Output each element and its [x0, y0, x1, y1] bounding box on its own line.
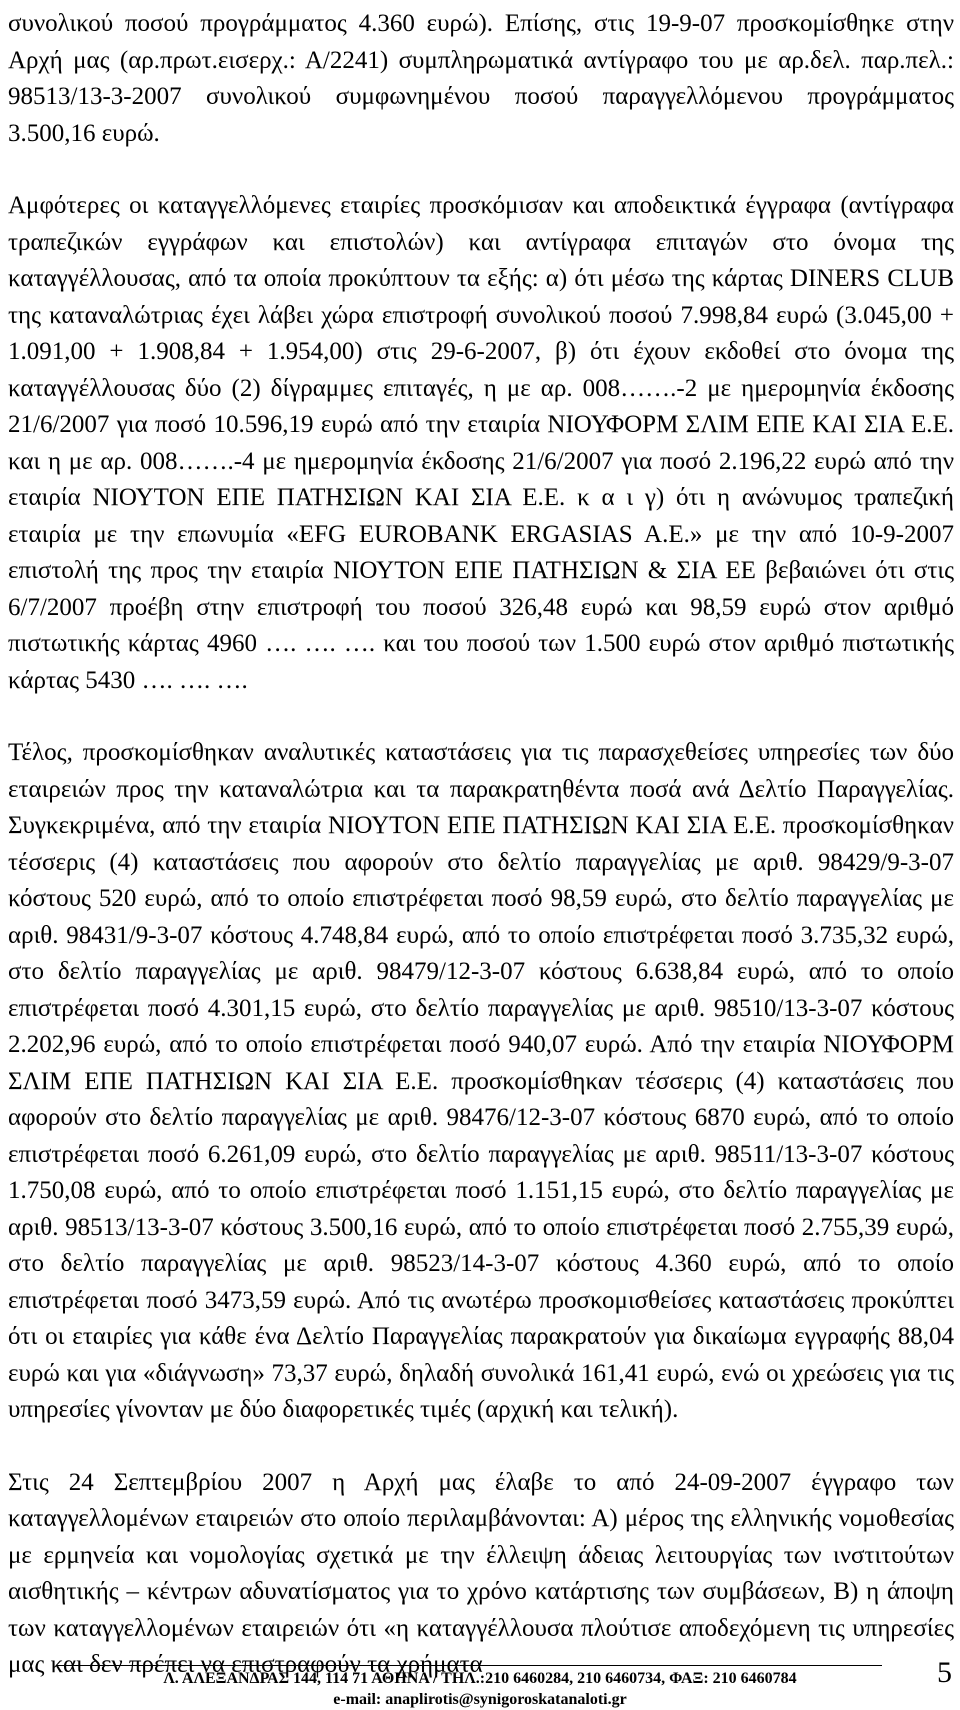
paragraph-companies-letter: Στις 24 Σεπτεμβρίου 2007 η Αρχή μας έλαβε το από 24-09-2007 έγγραφο των καταγγελλομένων εταιρειών στο οποίο περιλαμβάνονται: Α) μέρος της ελληνικής νομοθεσίας με ερμηνεία και νομολογίας σχετικά με την έλλειψη άδειας λειτουργίας των ινστιτούτων αισθητικής – κέντρων αδυνατίσματος για το χρόνο κατάρτισης των συμβάσεων, Β) η άποψη των καταγγελλομένων εταιρειών ότι «η καταγγέλλουσα πλούτισε αποδεχόμενη τις υπηρεσίες μας και δεν πρέπει να επιστραφούν τα χρήματα: [8, 1468, 954, 1678]
footer-address: Λ. ΑΛΕΞΑΝΔΡΑΣ 144, 114 71 ΑΘΗΝΑ / ΤΗΛ.:210 6460284, 210 6460734, ΦΑΞ: 210 6460784: [163, 1670, 797, 1687]
paragraph-service-statements: Τέλος, προσκομίσθηκαν αναλυτικές καταστάσεις για τις παρασχεθείσες υπηρεσίες των δύο εταιρειών προς την καταναλώτρια και τα παρακρατηθέντα ποσά ανά Δελτίο Παραγγελίας. Συγκεκριμένα, από την εταιρία ΝΙΟΥΤΟΝ ΕΠΕ ΠΑΤΗΣΙΩΝ ΚΑΙ ΣΙΑ Ε.Ε. προσκομίσθηκαν τέσσερις (4) καταστάσεις που αφορούν στο δελτίο παραγγελίας με αριθ. 98429/9-3-07 κόστους 520 ευρώ, από το οποίο επιστρέφεται ποσό 98,59 ευρώ, στο δελτίο παραγγελίας με αριθ. 98431/9-3-07 κόστους 4.748,84 ευρώ, από το οποίο επιστρέφεται ποσό 3.735,32 ευρώ, στο δελτίο παραγγελίας με αριθ. 98479/12-3-07 κόστους 6.638,84 ευρώ, από το οποίο επιστρέφεται ποσό 4.301,15 ευρώ, στο δελτίο παραγγελίας με αριθ. 98510/13-3-07 κόστους 2.202,96 ευρώ, από το οποίο επιστρέφεται ποσό 940,07 ευρώ. Από την εταιρία ΝΙΟΥΦΟΡΜ ΣΛΙΜ ΕΠΕ ΠΑΤΗΣΙΩΝ ΚΑΙ ΣΙΑ Ε.Ε. προσκομίσθηκαν τέσσερις (4) καταστάσεις που αφορούν στο δελτίο παραγγελίας με αριθ. 98476/12-3-07 κόστους 6870 ευρώ, από το οποίο επιστρέφεται ποσό 6.261,09 ευρώ, στο δελτίο παραγγελίας με αριθ. 98511/13-3-07 κόστους 1.750,08 ευρώ, από το οποίο επιστρέφεται ποσό 1.151,15 ευρώ, στο δελτίο παραγγελίας με αριθ. 98513/13-3-07 κόστους 3.500,16 ευρώ, από το οποίο επιστρέφεται ποσό 2.755,39 ευρώ, στο δελτίο παραγγελίας με αριθ. 98523/14-3-07 κόστους 4.360 ευρώ, από το οποίο επιστρέφεται ποσό 3473,59 ευρώ. Από τις ανωτέρω προσκομισθείσες καταστάσεις προκύπτει ότι οι εταιρίες για κάθε ένα Δελτίο Παραγγελίας παρακρατούν για δικαίωμα εγγραφής 88,04 ευρώ και για «διάγνωση» 73,37 ευρώ, δηλαδή συνολικά 161,41 ευρώ, ενώ οι χρεώσεις για τις υπηρεσίες γίνονταν με δύο διαφορετικές τιμές (αρχική και τελική).: [8, 739, 954, 1423]
paragraph-opening-continuation: συνολικού ποσού προγράμματος 4.360 ευρώ). Επίσης, στις 19-9-07 προσκομίσθηκε στην Αρχή μας (αρ.πρωτ.εισερχ.: Α/2241) συμπληρωματικά αντίγραφο του με αρ.δελ. παρ.πελ.: 98513/13-3-2007 συνολικού συμφωνημένου ποσού παραγγελλόμενου προγράμματος 3.500,16 ευρώ.: [8, 10, 954, 147]
footer-email: e-mail: anaplirotis@synigoroskatanaloti.gr: [333, 1691, 627, 1708]
page-number: 5: [937, 1656, 952, 1689]
document-body: [8, 6, 954, 1684]
paragraph-evidence-documents: Αμφότερες οι καταγγελλόμενες εταιρίες προσκόμισαν και αποδεικτικά έγγραφα (αντίγραφα τραπεζικών εγγράφων και επιστολών) και αντίγραφα επιταγών στο όνομα της καταγγέλλουσας, από τα οποία προκύπτουν τα εξής: α) ότι μέσω της κάρτας DINERS CLUB της καταναλώτριας έχει λάβει χώρα επιστροφή συνολικού ποσού 7.998,84 ευρώ (3.045,00 + 1.091,00 + 1.908,84 + 1.954,00) στις 29-6-2007, β) ότι έχουν εκδοθεί στο όνομα της καταγγέλλουσας δύο (2) δίγραμμες επιταγές, η με αρ. 008…….-2 με ημερομηνία έκδοσης 21/6/2007 για ποσό 10.596,19 ευρώ από την εταιρία ΝΙΟΥΦΟΡΜ ΣΛΙΜ ΕΠΕ ΚΑΙ ΣΙΑ Ε.Ε. και η με αρ. 008…….-4 με ημερομηνία έκδοσης 21/6/2007 για ποσό 2.196,22 ευρώ από την εταιρία ΝΙΟΥΤΟΝ ΕΠΕ ΠΑΤΗΣΙΩΝ ΚΑΙ ΣΙΑ Ε.Ε. κ α ι γ) ότι η ανώνυμος τραπεζική εταιρία με την επωνυμία «EFG EUROBANK ERGASIAS A.E.» με την από 10-9-2007 επιστολή της προς την εταιρία ΝΙΟΥΤΟΝ ΕΠΕ ΠΑΤΗΣΙΩΝ & ΣΙΑ ΕΕ βεβαιώνει ότι στις 6/7/2007 προέβη στην επιστροφή του ποσού 326,48 ευρώ και 98,59 ευρώ στον αριθμό πιστωτικής κάρτας 4960 …. …. …. και του ποσού των 1.500 ευρώ στον αριθμό πιστωτικής κάρτας 5430 …. …. ….: [8, 192, 954, 694]
footer-divider: [56, 1665, 882, 1666]
